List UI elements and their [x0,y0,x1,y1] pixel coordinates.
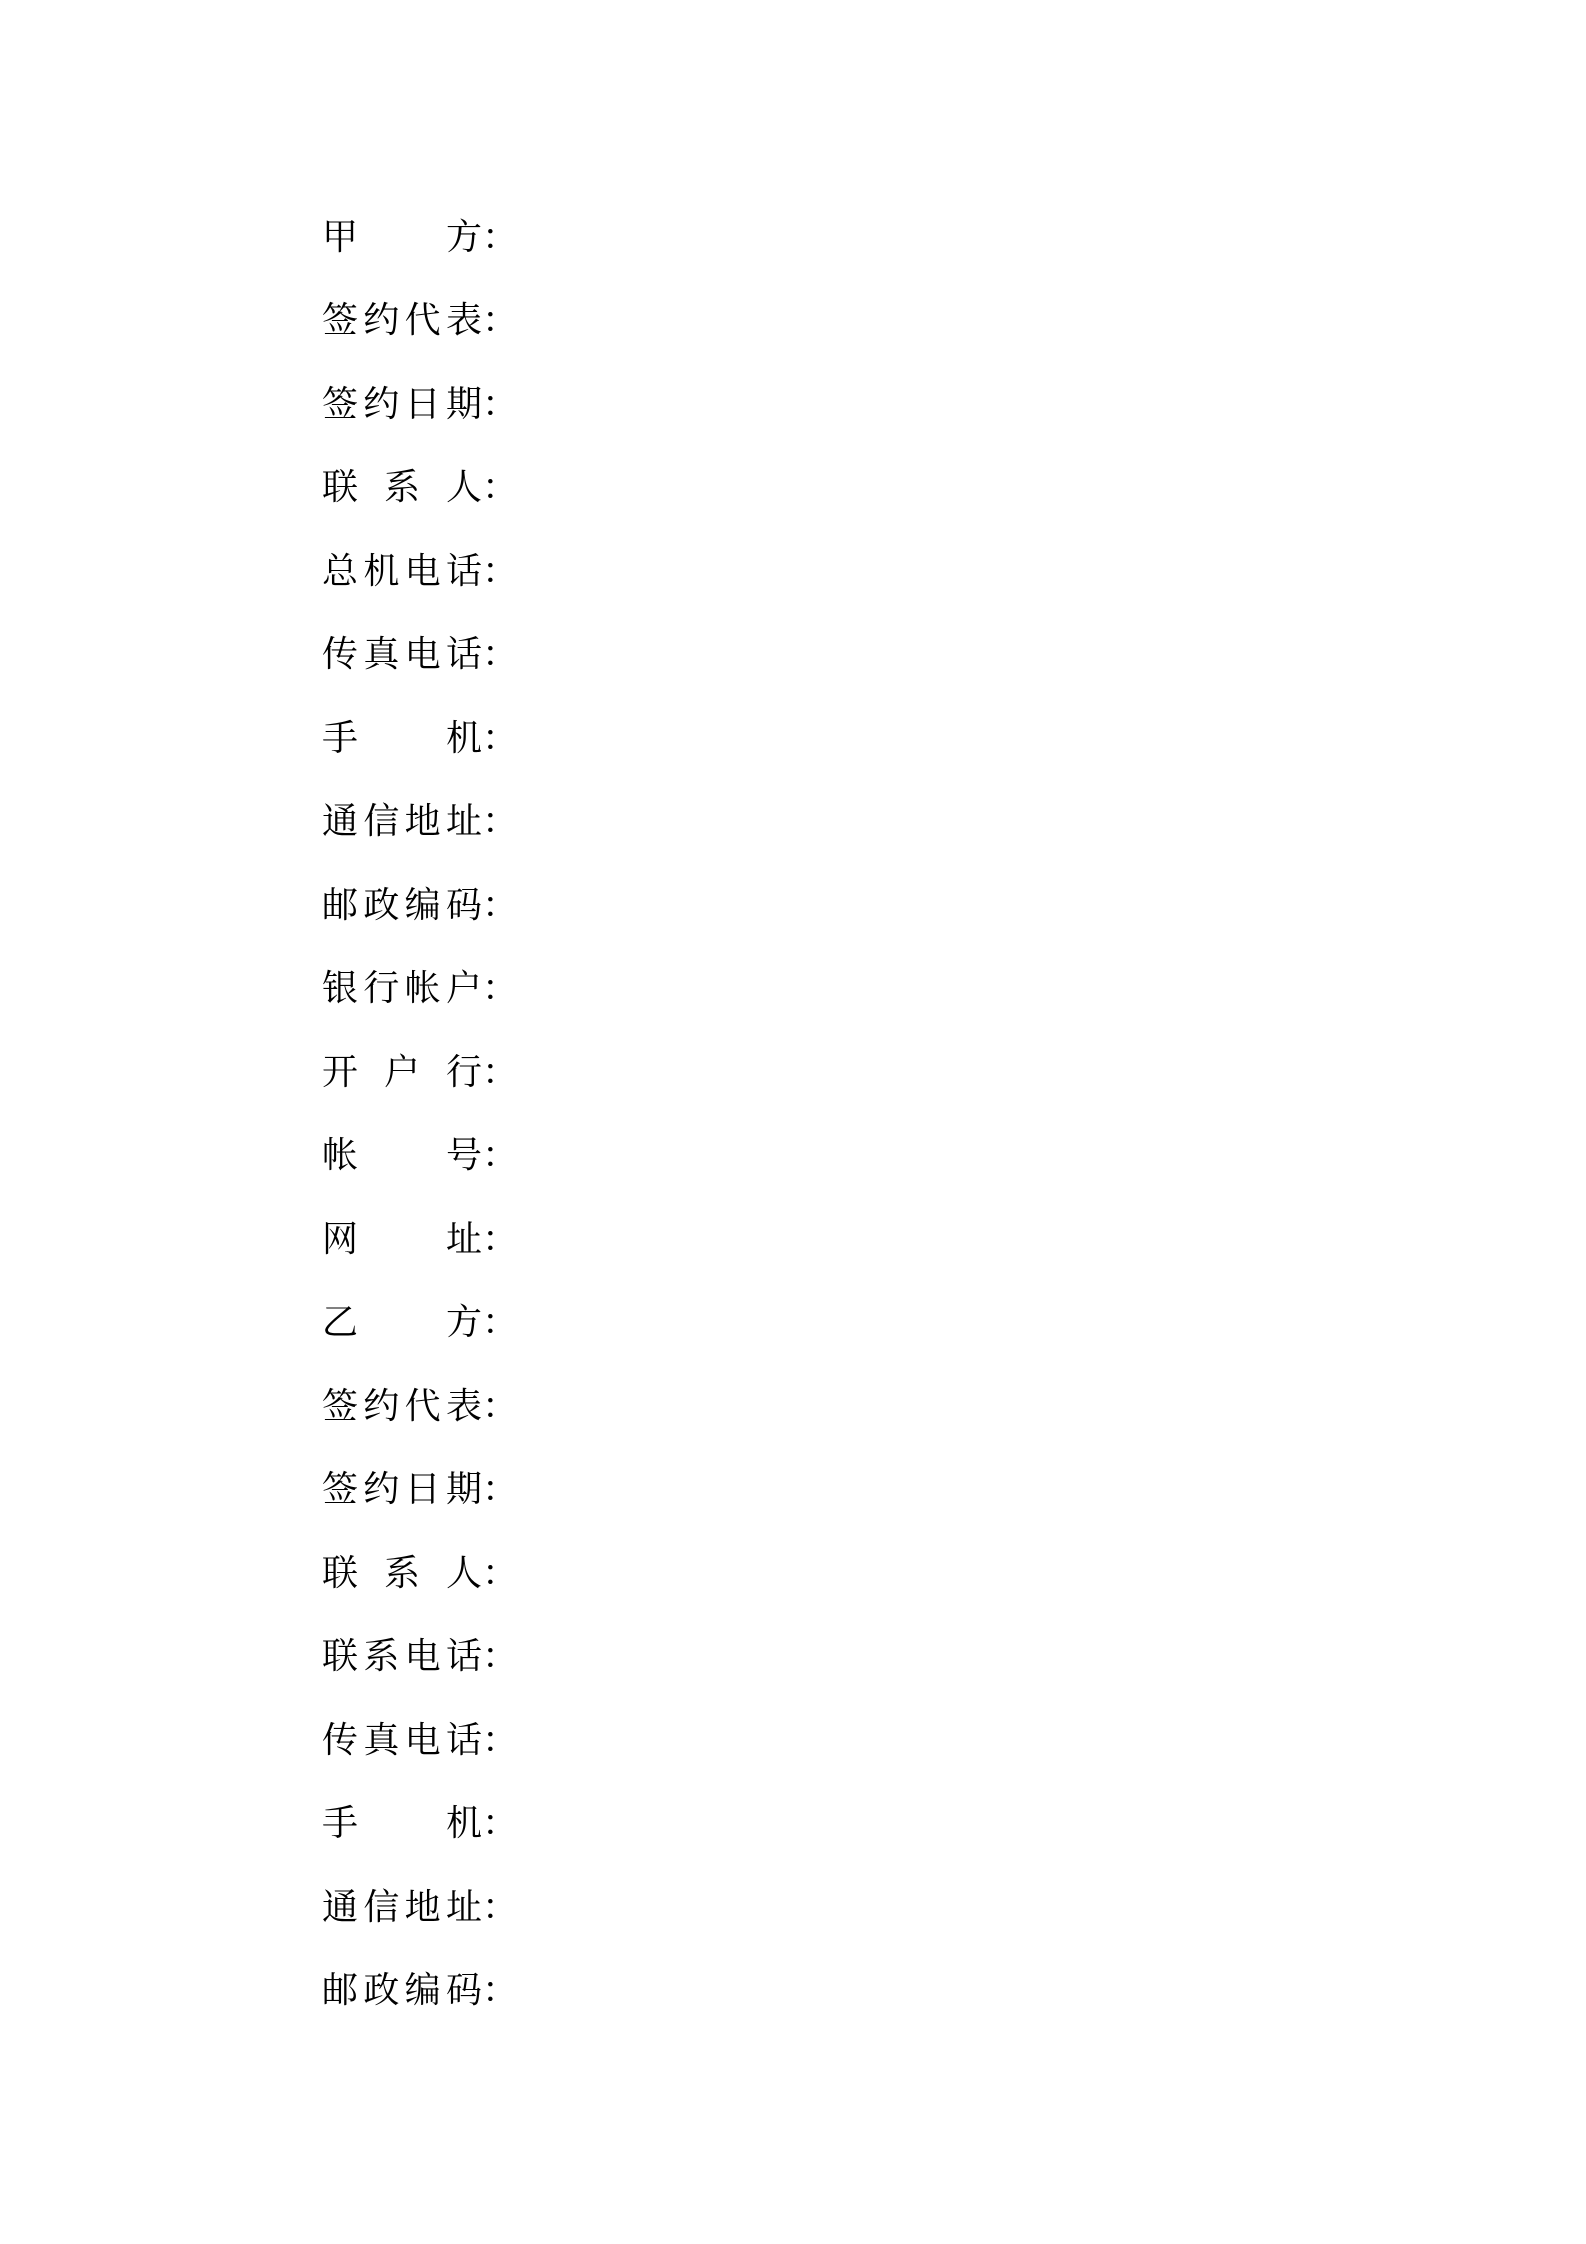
party-b-field-value [518,1387,1118,1427]
party-b-field-row [322,1282,1118,1366]
party-a-field-value [518,886,1118,926]
label-char: 传 [322,1719,359,1761]
label-char: 签 [322,1385,359,1427]
field-colon: ： [482,1803,519,1845]
label-char: 真 [363,1719,400,1761]
party-b-field-row [322,1699,1118,1783]
party-a-field-value [518,385,1118,425]
label-char: 约 [363,300,400,342]
party-b-field-value [518,1470,1118,1510]
party-b-field-value [518,1637,1118,1677]
party-b-field-value [518,1721,1118,1761]
label-char: 行 [363,968,400,1010]
label-char: 约 [363,383,400,425]
field-colon: ： [482,717,519,759]
field-colon: ： [482,1218,519,1260]
party-b-field-row [322,1449,1118,1533]
label-char: 方 [445,216,482,258]
label-char: 话 [445,634,482,676]
party-a-field-row [322,530,1118,614]
party-a-field-value [518,969,1118,1009]
label-char: 机 [445,1803,482,1845]
label-char: 电 [404,550,441,592]
label-char: 代 [404,300,441,342]
party-b-field-value [518,1303,1118,1343]
label-char: 网 [322,1218,359,1260]
party-a-field-row [322,196,1118,280]
label-char: 行 [445,1051,482,1093]
party-b-field-row [322,1532,1118,1616]
label-char: 政 [363,1970,400,2012]
party-a-field-label [322,1053,482,1093]
label-char: 编 [404,1970,441,2012]
party-b-field-value [518,1888,1118,1928]
party-b-field-label [322,1971,482,2011]
party-a-field-value [518,1053,1118,1093]
party-a-field-row [322,948,1118,1032]
party-b-field-row [322,1866,1118,1950]
field-colon: ： [482,968,519,1010]
party-a-field-label [322,719,482,759]
label-char: 系 [383,1552,420,1594]
label-char: 地 [404,1886,441,1928]
party-b-field-label [322,1303,482,1343]
label-char: 系 [383,467,420,509]
label-char: 真 [363,634,400,676]
party-b-field-value [518,1804,1118,1844]
label-char: 签 [322,1469,359,1511]
party-b-field-label [322,1804,482,1844]
label-char: 帐 [404,968,441,1010]
party-a-field-row [322,447,1118,531]
label-char: 约 [363,1469,400,1511]
party-b-field-row [322,1950,1118,2034]
label-char: 签 [322,300,359,342]
field-colon: ： [482,1385,519,1427]
party-a-field-row [322,1115,1118,1199]
party-a-field-label [322,552,482,592]
label-char: 代 [404,1385,441,1427]
label-char: 方 [445,1302,482,1344]
field-colon: ： [482,1886,519,1928]
label-char: 户 [383,1051,420,1093]
party-a-field-row [322,1031,1118,1115]
party-b-field-row [322,1783,1118,1867]
label-char: 表 [445,1385,482,1427]
field-colon: ： [482,383,519,425]
party-a-field-label [322,301,482,341]
label-char: 话 [445,1719,482,1761]
label-char: 号 [445,1135,482,1177]
label-char: 人 [445,1552,482,1594]
field-colon: ： [482,801,519,843]
party-a-field-label [322,385,482,425]
label-char: 手 [322,1803,359,1845]
party-a-field-value [518,635,1118,675]
party-b-field-label [322,1470,482,1510]
field-colon: ： [482,300,519,342]
party-b-field-label [322,1387,482,1427]
party-a-field-row [322,614,1118,698]
label-char: 约 [363,1385,400,1427]
label-char: 日 [404,1469,441,1511]
party-a-field-row [322,864,1118,948]
field-colon: ： [482,1302,519,1344]
label-char: 户 [445,968,482,1010]
field-colon: ： [482,1719,519,1761]
label-char: 手 [322,717,359,759]
label-char: 表 [445,300,482,342]
field-colon: ： [482,1970,519,2012]
party-a-field-row [322,1198,1118,1282]
label-char: 开 [322,1051,359,1093]
party-a-field-label [322,468,482,508]
party-a-field-value [518,218,1118,258]
party-b-field-label [322,1888,482,1928]
label-char: 邮 [322,1970,359,2012]
party-a-field-value [518,468,1118,508]
contract-signature-fields [322,196,1118,2033]
label-char: 通 [322,801,359,843]
party-a-field-row [322,280,1118,364]
label-char: 总 [322,550,359,592]
field-colon: ： [482,1469,519,1511]
field-colon: ： [482,1636,519,1678]
label-char: 机 [363,550,400,592]
label-char: 码 [445,884,482,926]
field-colon: ： [482,634,519,676]
field-colon: ： [482,1135,519,1177]
party-a-field-label [322,635,482,675]
label-char: 电 [404,1719,441,1761]
party-a-field-row [322,697,1118,781]
field-colon: ： [482,467,519,509]
party-a-field-value [518,552,1118,592]
party-a-field-label [322,1136,482,1176]
label-char: 传 [322,634,359,676]
label-char: 话 [445,550,482,592]
party-a-field-value [518,301,1118,341]
party-a-field-value [518,719,1118,759]
label-char: 机 [445,717,482,759]
party-a-field-value [518,802,1118,842]
party-a-field-label [322,969,482,1009]
label-char: 乙 [322,1302,359,1344]
party-a-field-row [322,363,1118,447]
label-char: 址 [445,801,482,843]
field-colon: ： [482,884,519,926]
party-a-field-label [322,802,482,842]
label-char: 联 [322,1636,359,1678]
label-char: 甲 [322,216,359,258]
label-char: 码 [445,1970,482,2012]
label-char: 联 [322,467,359,509]
label-char: 联 [322,1552,359,1594]
party-b-field-value [518,1554,1118,1594]
label-char: 编 [404,884,441,926]
label-char: 邮 [322,884,359,926]
party-b-field-label [322,1554,482,1594]
party-a-field-label [322,886,482,926]
party-b-field-row [322,1616,1118,1700]
label-char: 系 [363,1636,400,1678]
field-colon: ： [482,550,519,592]
label-char: 电 [404,634,441,676]
party-b-field-row [322,1365,1118,1449]
label-char: 帐 [322,1135,359,1177]
party-a-field-label [322,1220,482,1260]
party-b-field-label [322,1721,482,1761]
label-char: 址 [445,1218,482,1260]
label-char: 通 [322,1886,359,1928]
label-char: 银 [322,968,359,1010]
field-colon: ： [482,1552,519,1594]
label-char: 电 [404,1636,441,1678]
party-b-field-label [322,1637,482,1677]
party-b-field-value [518,1971,1118,2011]
label-char: 话 [445,1636,482,1678]
label-char: 签 [322,383,359,425]
label-char: 地 [404,801,441,843]
party-a-field-value [518,1136,1118,1176]
party-a-field-row [322,781,1118,865]
party-a-field-label [322,218,482,258]
party-a-field-value [518,1220,1118,1260]
label-char: 政 [363,884,400,926]
label-char: 期 [445,383,482,425]
label-char: 址 [445,1886,482,1928]
label-char: 信 [363,1886,400,1928]
label-char: 期 [445,1469,482,1511]
field-colon: ： [482,216,519,258]
label-char: 信 [363,801,400,843]
label-char: 人 [445,467,482,509]
label-char: 日 [404,383,441,425]
field-colon: ： [482,1051,519,1093]
